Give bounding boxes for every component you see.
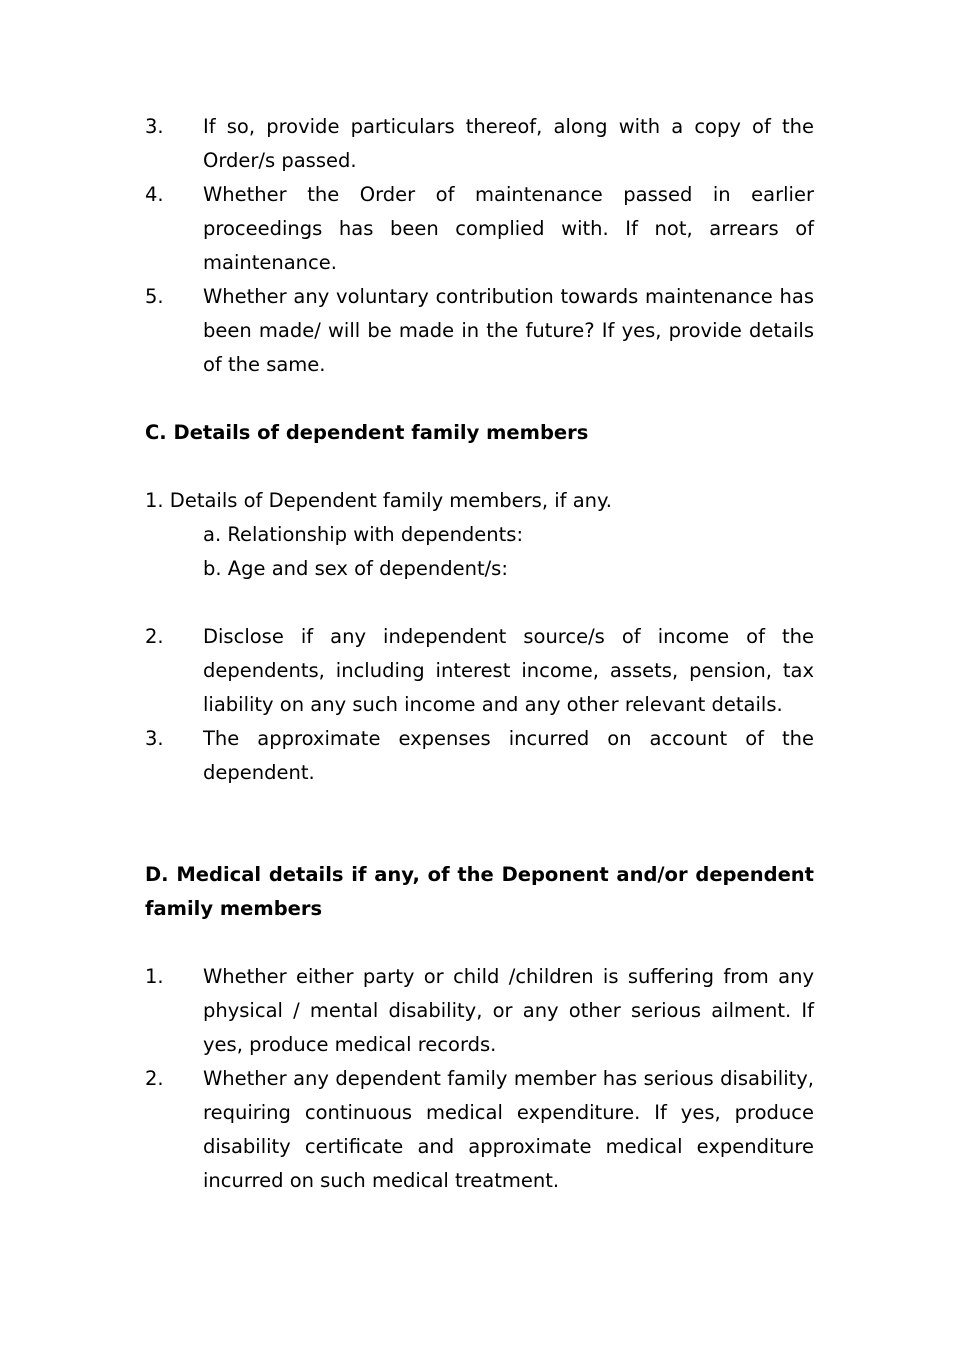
item-text: Whether either party or child /children is suffering from any physical / mental disability, or any other serious ailment. If yes, produce medical records. [203, 965, 814, 1056]
list-item [145, 620, 814, 722]
item-number: 5. [145, 285, 164, 308]
section-d-heading: D. Medical details if any, of the Deponent and/or dependent family members [145, 863, 814, 920]
list-item [145, 280, 814, 382]
item-number: 4. [145, 183, 164, 206]
item-number: 3. [145, 115, 164, 138]
item-text: If so, provide particulars thereof, along with a copy of the Order/s passed. [203, 115, 814, 172]
list-item [145, 1062, 814, 1198]
item-number: 3. [145, 727, 164, 750]
item-text: Whether the Order of maintenance passed in earlier proceedings has been complied with. If not, arrears of maintenance. [203, 183, 814, 274]
item-text: Disclose if any independent source/s of income of the dependents, including interest income, assets, pension, tax liability on any such income and any other relevant details. [203, 625, 814, 716]
spacer [145, 790, 814, 858]
list-item [145, 960, 814, 1062]
item-number: 2. [145, 625, 164, 648]
item-number: 2. [145, 1067, 164, 1090]
spacer [145, 450, 814, 484]
item-text: Whether any voluntary contribution towards maintenance has been made/ will be made in the future? If yes, provide details of the same. [203, 285, 814, 376]
sub-item-age-sex: b. Age and sex of dependent/s: [203, 557, 508, 580]
sub-item-relationship: a. Relationship with dependents: [203, 523, 524, 546]
item-text: The approximate expenses incurred on account of the dependent. [203, 727, 814, 784]
section-c-item-1: 1. Details of Dependent family members, if any. [145, 489, 612, 512]
item-number: 1. [145, 965, 164, 988]
list-item [145, 110, 814, 178]
list-item [145, 178, 814, 280]
item-text: Whether any dependent family member has serious disability, requiring continuous medical expenditure. If yes, produce disability certificate and approximate medical expenditure incurred on such medical treatment. [203, 1067, 814, 1192]
list-item [145, 722, 814, 790]
document-page [145, 110, 814, 1198]
spacer [145, 586, 814, 620]
spacer [145, 926, 814, 960]
spacer [145, 382, 814, 416]
section-c-heading: C. Details of dependent family members [145, 421, 589, 444]
